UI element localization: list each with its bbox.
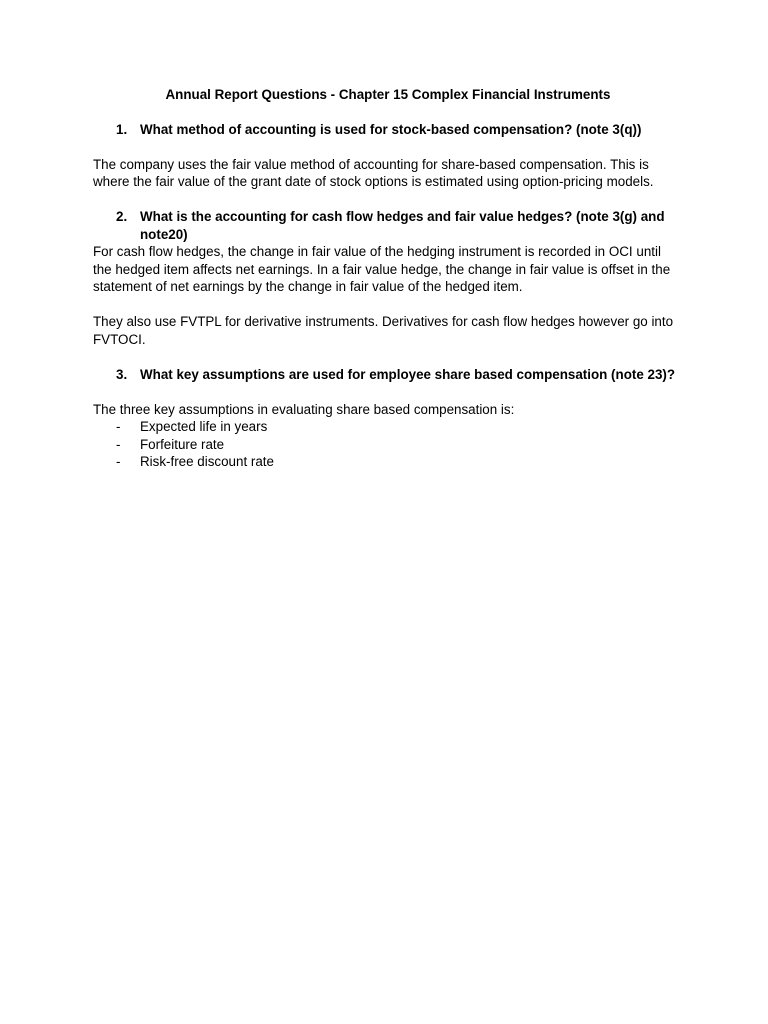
- question-2: [93, 208, 683, 243]
- list-item-text: Risk-free discount rate: [140, 454, 274, 469]
- list-item: [93, 436, 683, 454]
- question-3: [93, 366, 683, 384]
- question-number: 2.: [116, 209, 128, 224]
- list-item-text: Forfeiture rate: [140, 436, 225, 452]
- document-title: Annual Report Questions - Chapter 15 Complex Financial Instruments: [165, 87, 611, 102]
- answer-1: The company uses the fair value method of accounting for share-based compensation. This is where the fair value of the grant date of stock options is estimated using option-pricing models.: [93, 156, 654, 189]
- question-number: 3.: [116, 366, 128, 382]
- answer-2-paragraph-2: They also use FVTPL for derivative instruments. Derivatives for cash flow hedges however go into FVTOCI.: [93, 314, 674, 347]
- list-item-text: Expected life in years: [140, 419, 268, 434]
- list-marker: -: [116, 419, 121, 434]
- question-text: What method of accounting is used for stock-based compensation? (note 3(q)): [140, 121, 642, 137]
- list-marker: -: [116, 436, 121, 452]
- question-text: What is the accounting for cash flow hedges and fair value hedges? (note 3(g) and note20): [140, 209, 665, 242]
- answer-2-paragraph-1: For cash flow hedges, the change in fair value of the hedging instrument is recorded in OCI until the hedged item affects net earnings. In a fair value hedge, the change in fair value is offset in the statement of net earnings by the change in fair value of the hedged item.: [93, 244, 671, 294]
- list-marker: -: [116, 454, 121, 469]
- answer-3-intro: The three key assumptions in evaluating share based compensation is:: [93, 401, 515, 417]
- list-item: [93, 453, 683, 471]
- question-text: What key assumptions are used for employee share based compensation (note 23)?: [140, 366, 676, 382]
- document-page: [93, 86, 683, 471]
- question-1: [93, 121, 683, 139]
- question-number: 1.: [116, 121, 128, 137]
- list-item: [93, 418, 683, 436]
- assumption-list: [93, 418, 683, 471]
